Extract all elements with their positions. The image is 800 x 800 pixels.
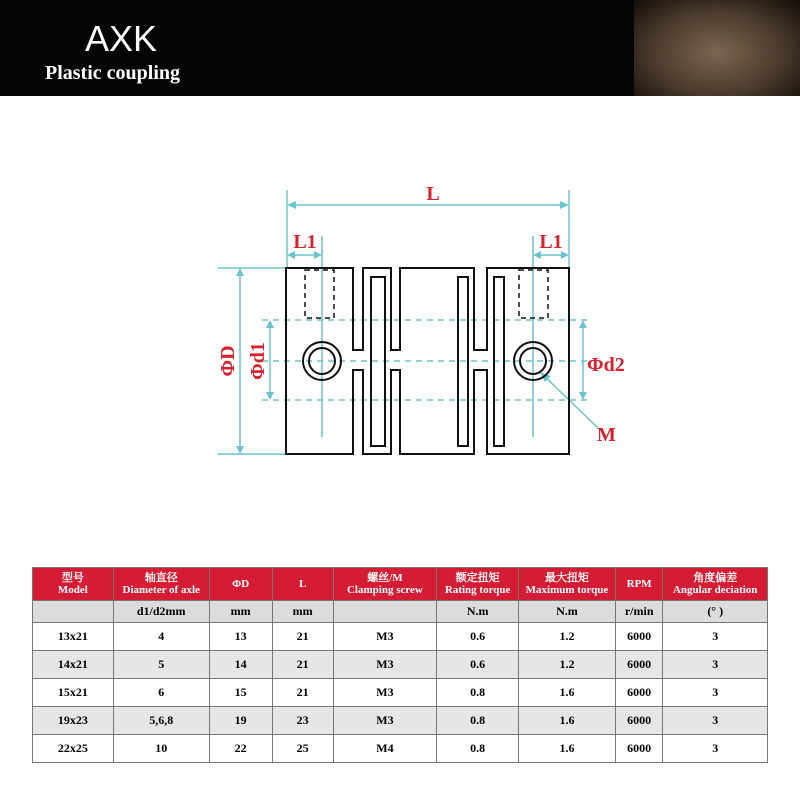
header-en: Maximum torque [525, 584, 609, 596]
table-cell: 21 [272, 623, 333, 651]
table-cell: M3 [333, 623, 437, 651]
dim-phiD: ΦD [217, 345, 239, 377]
table-row [33, 679, 768, 707]
unit-cell: N.m [437, 601, 519, 623]
header-cn: 轴直径 [144, 572, 178, 584]
table-cell: 5 [113, 651, 209, 679]
column-header [615, 568, 663, 601]
header-en: Diameter of axle [122, 584, 200, 596]
table-cell: 6000 [615, 679, 663, 707]
table-cell: 1.6 [519, 735, 616, 763]
unit-cell: d1/d2mm [113, 601, 209, 623]
dim-L1-right: L1 [539, 231, 563, 253]
units-row [33, 601, 768, 623]
column-header [113, 568, 209, 601]
header-cn: 螺丝/M [367, 572, 403, 584]
header-cn: 额定扭矩 [455, 572, 500, 584]
table-cell: 1.2 [519, 623, 616, 651]
table-cell: 21 [272, 679, 333, 707]
table-row [33, 707, 768, 735]
header-cn: L [298, 578, 307, 590]
table-cell: 23 [272, 707, 333, 735]
table-cell: 21 [272, 651, 333, 679]
table-row [33, 623, 768, 651]
table-cell: 15x21 [33, 679, 114, 707]
table-row [33, 651, 768, 679]
header-cn: 角度偏差 [693, 572, 738, 584]
table-cell: 5,6,8 [113, 707, 209, 735]
table-cell: 14 [209, 651, 272, 679]
dim-L: L [426, 183, 440, 205]
spec-table [32, 567, 768, 763]
table-cell: 22x25 [33, 735, 114, 763]
table-cell: 25 [272, 735, 333, 763]
table-cell: M3 [333, 651, 437, 679]
table-cell: 1.6 [519, 679, 616, 707]
header-en: Rating torque [444, 584, 511, 596]
table-cell: 6 [113, 679, 209, 707]
center-lines [262, 320, 590, 400]
table-cell: 0.6 [437, 651, 519, 679]
unit-cell [333, 601, 437, 623]
table-cell: 22 [209, 735, 272, 763]
table-cell: 3 [663, 735, 768, 763]
table-cell: M3 [333, 679, 437, 707]
table-cell: 6000 [615, 707, 663, 735]
dim-L1-left: L1 [293, 231, 317, 253]
table-row [33, 735, 768, 763]
table-cell: M4 [333, 735, 437, 763]
table-cell: 19 [209, 707, 272, 735]
column-header [33, 568, 114, 601]
unit-cell: r/min [615, 601, 663, 623]
table-cell: 10 [113, 735, 209, 763]
table-cell: 0.8 [437, 735, 519, 763]
unit-cell: mm [272, 601, 333, 623]
table-cell: 3 [663, 651, 768, 679]
table-cell: 0.8 [437, 707, 519, 735]
table-cell: 19x23 [33, 707, 114, 735]
unit-cell [33, 601, 114, 623]
column-header [209, 568, 272, 601]
unit-cell: mm [209, 601, 272, 623]
column-header [333, 568, 437, 601]
column-header [519, 568, 616, 601]
header-en: Clamping screw [346, 584, 423, 596]
table-cell: 6000 [615, 735, 663, 763]
header-cn: 型号 [61, 572, 84, 584]
product-subtitle: Plastic coupling [45, 62, 181, 84]
header-en: Angular deciation [672, 584, 758, 596]
header-cn: RPM [626, 578, 652, 590]
table-cell: 3 [663, 707, 768, 735]
table-cell: 13 [209, 623, 272, 651]
table-cell: 0.6 [437, 623, 519, 651]
table-cell: 4 [113, 623, 209, 651]
brand-name: AXK [85, 18, 158, 59]
header-cn: ΦD [232, 578, 250, 590]
arrowheads [236, 201, 587, 454]
unit-cell: (° ) [663, 601, 768, 623]
table-cell: 3 [663, 623, 768, 651]
column-header [272, 568, 333, 601]
table-cell: 0.8 [437, 679, 519, 707]
table-header-row [33, 568, 768, 601]
column-header [437, 568, 519, 601]
header-cn: 最大扭矩 [544, 572, 589, 584]
table-cell: 3 [663, 679, 768, 707]
table-cell: 13x21 [33, 623, 114, 651]
dim-phid2: Φd2 [587, 354, 625, 376]
table-cell: 1.6 [519, 707, 616, 735]
unit-cell: N.m [519, 601, 616, 623]
table-cell: 15 [209, 679, 272, 707]
table-cell: 6000 [615, 651, 663, 679]
table-cell: M3 [333, 707, 437, 735]
column-header [663, 568, 768, 601]
table-cell: 14x21 [33, 651, 114, 679]
dim-phid1: Φd1 [247, 342, 269, 380]
header-en: Model [57, 584, 88, 596]
table-cell: 1.2 [519, 651, 616, 679]
table-cell: 6000 [615, 623, 663, 651]
dim-M: M [597, 424, 616, 446]
